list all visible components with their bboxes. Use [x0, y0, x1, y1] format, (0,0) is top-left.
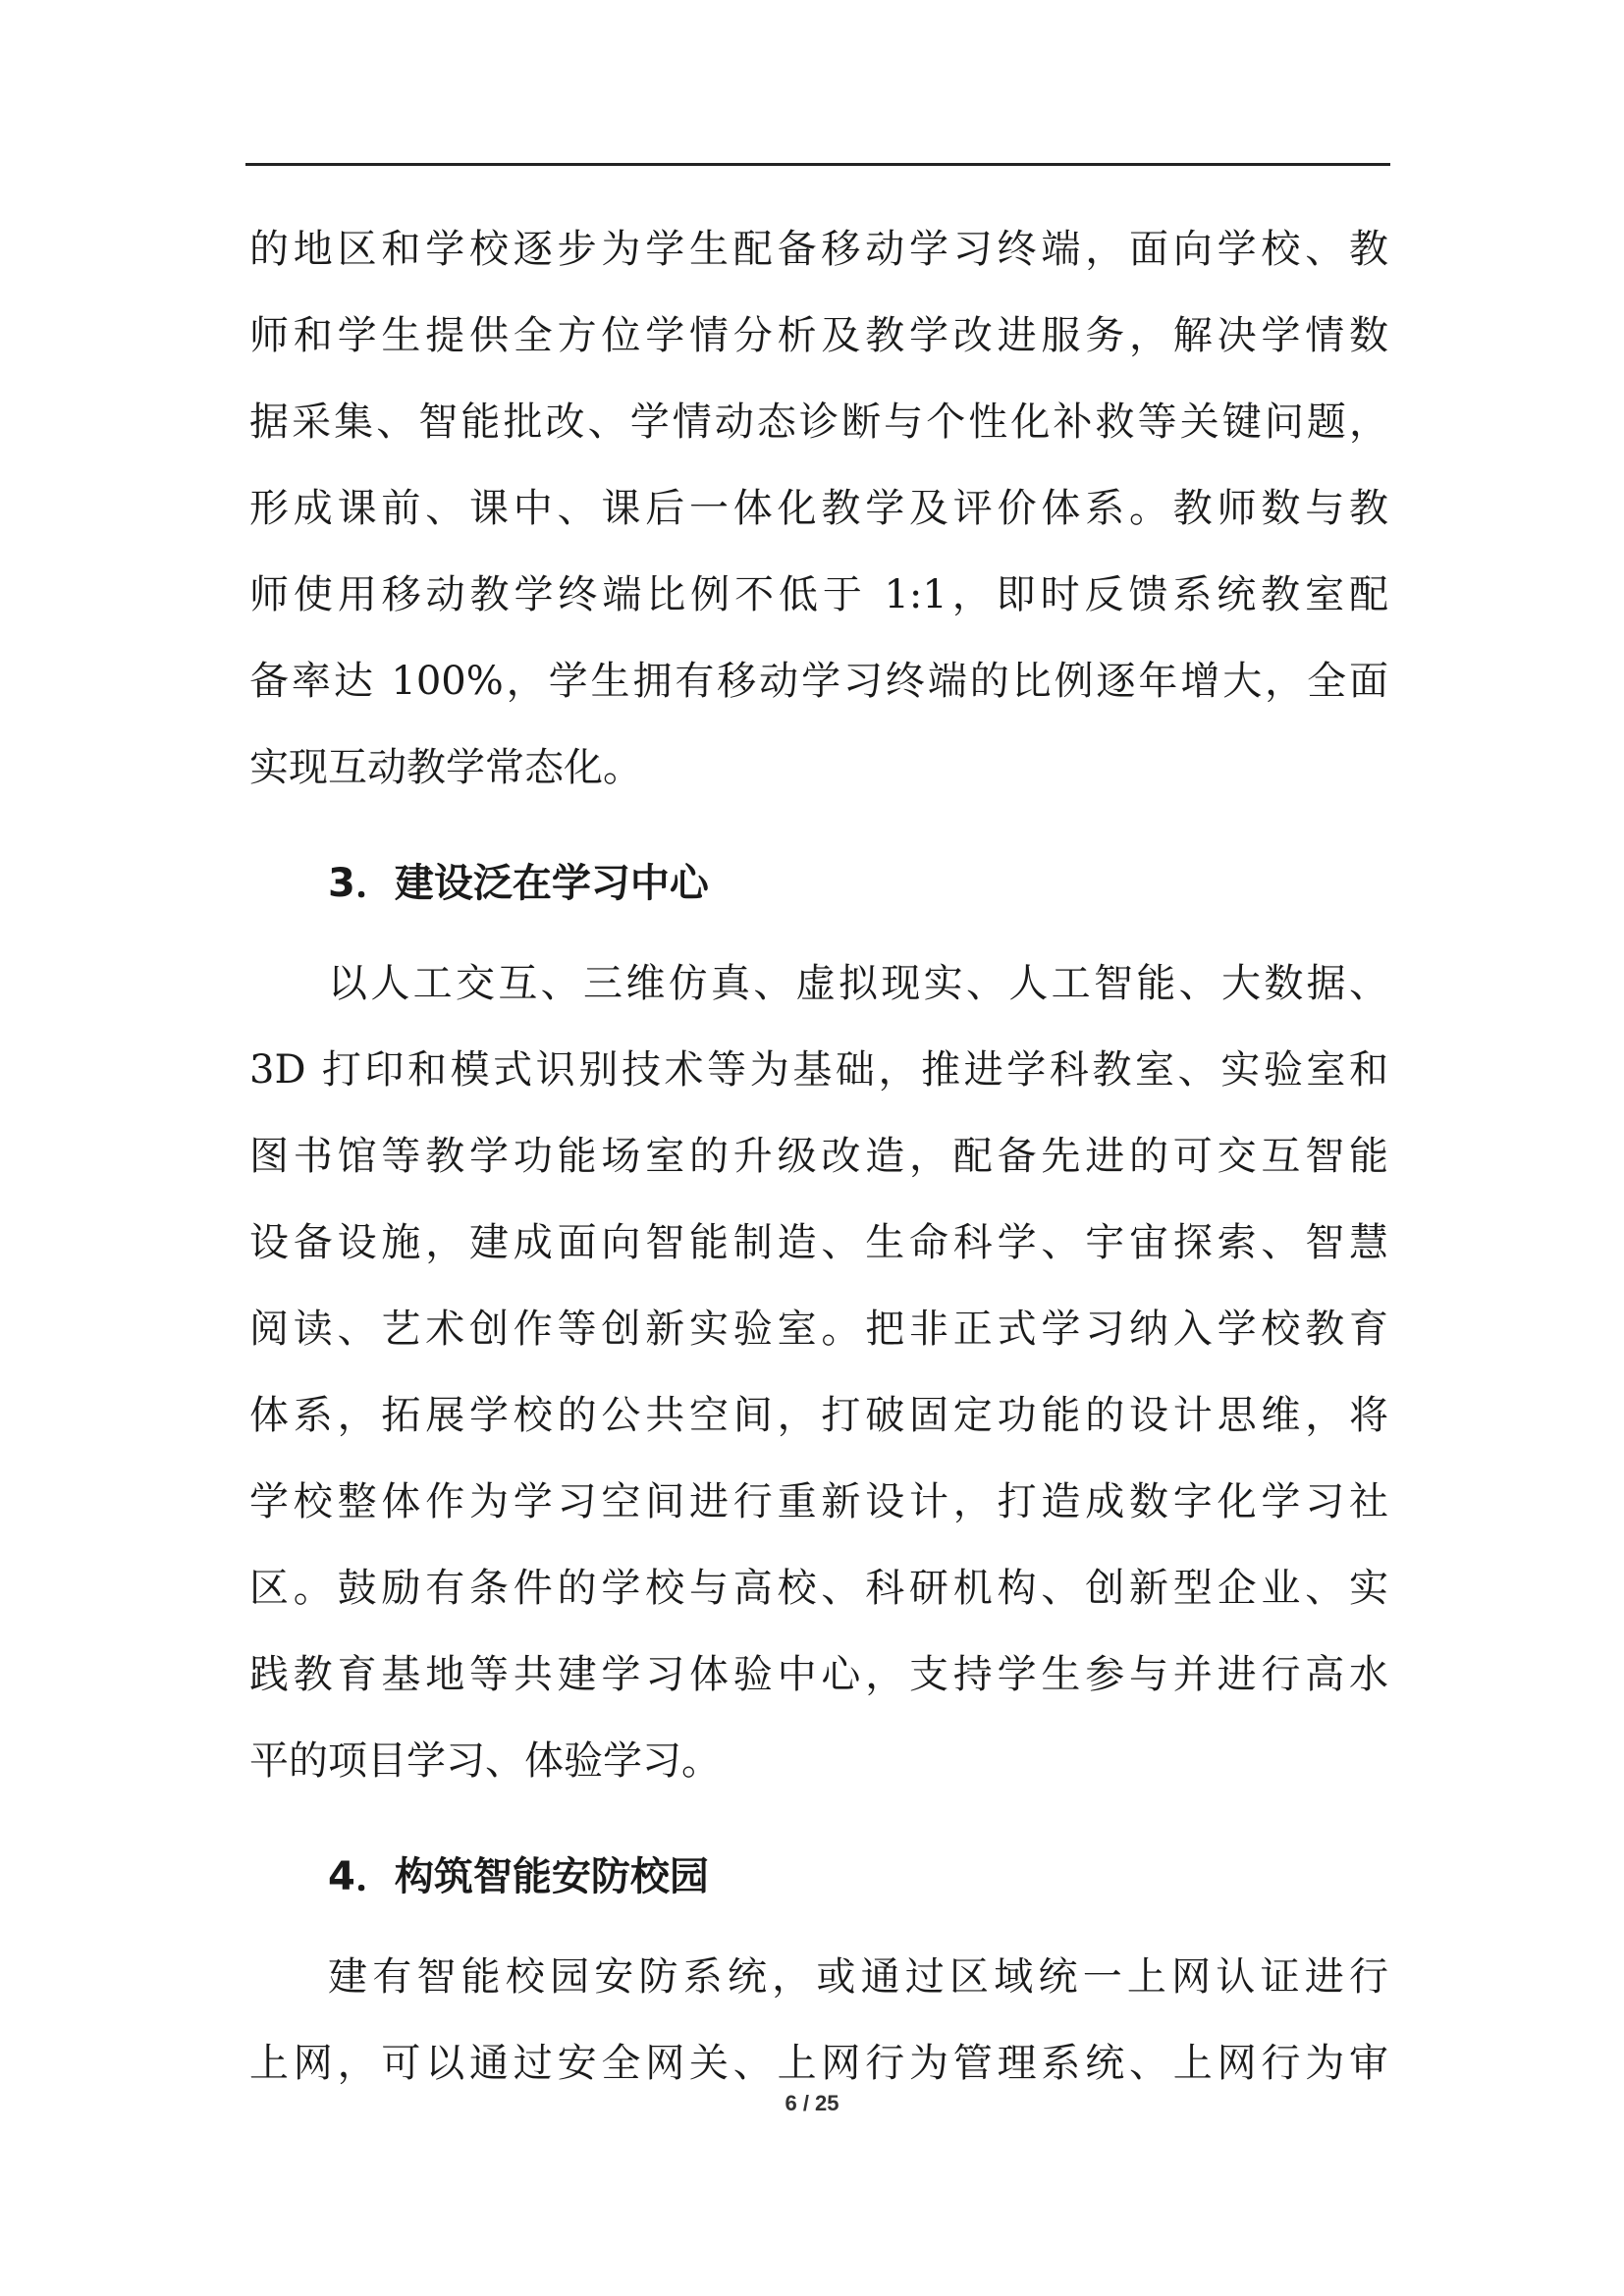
text-line: 区。鼓励有条件的学校与高校、科研机构、创新型企业、实: [249, 1566, 1388, 1611]
text-line: 以人工交互、三维仿真、虚拟现实、人工智能、大数据、: [328, 961, 1388, 1006]
text-line: 践教育基地等共建学习体验中心，支持学生参与并进行高水: [249, 1652, 1388, 1697]
text-line: 平的项目学习、体验学习。: [249, 1738, 721, 1784]
text-line: 实现互动教学常态化。: [249, 745, 642, 790]
section-heading-3: 3．建设泛在学习中心: [328, 861, 709, 906]
text-line: 3D 打印和模式识别技术等为基础，推进学科教室、实验室和: [249, 1047, 1388, 1093]
text-line: 体系，拓展学校的公共空间，打破固定功能的设计思维，将: [249, 1393, 1388, 1438]
text-line: 学校整体作为学习空间进行重新设计，打造成数字化学习社: [249, 1479, 1388, 1524]
text-line: 形成课前、课中、课后一体化教学及评价体系。教师数与教: [249, 486, 1388, 531]
text-line: 的地区和学校逐步为学生配备移动学习终端，面向学校、教: [249, 227, 1388, 272]
text-line: 据采集、智能批改、学情动态诊断与个性化补救等关键问题，: [249, 400, 1388, 445]
paragraph-section-3: [249, 940, 1388, 1804]
text-line: 师和学生提供全方位学情分析及教学改进服务，解决学情数: [249, 313, 1388, 358]
text-line: 设备设施，建成面向智能制造、生命科学、宇宙探索、智慧: [249, 1220, 1388, 1265]
text-line: 建有智能校园安防系统，或通过区域统一上网认证进行: [328, 1954, 1388, 2000]
paragraph-1: [249, 206, 1388, 811]
text-line: 备率达 100%，学生拥有移动学习终端的比例逐年增大，全面: [249, 659, 1388, 704]
paragraph-section-4: [249, 1934, 1388, 2107]
text-line: 上网，可以通过安全网关、上网行为管理系统、上网行为审: [249, 2041, 1388, 2086]
text-line: 图书馆等教学功能场室的升级改造，配备先进的可交互智能: [249, 1134, 1388, 1179]
section-heading-4: 4．构筑智能安防校园: [328, 1854, 709, 1899]
document-body: [249, 206, 1388, 2107]
text-line: 师使用移动教学终端比例不低于 1:1，即时反馈系统教室配: [249, 572, 1388, 617]
header-rule: [245, 163, 1390, 166]
text-line: 阅读、艺术创作等创新实验室。把非正式学习纳入学校教育: [249, 1307, 1388, 1352]
page-number: 6 / 25: [785, 2091, 839, 2115]
